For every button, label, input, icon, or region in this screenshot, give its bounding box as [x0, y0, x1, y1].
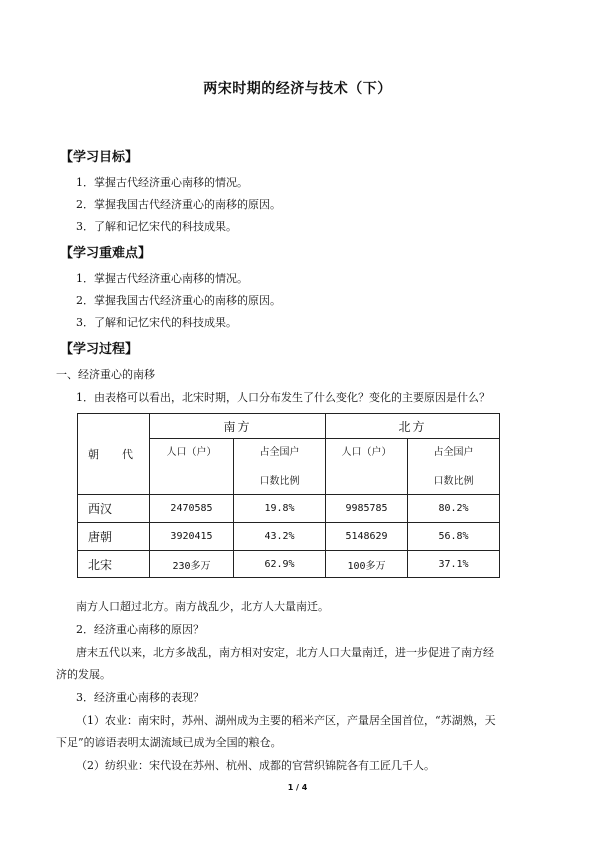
process-heading: 【学习过程】: [60, 342, 139, 357]
keypoints-heading: 【学习重难点】: [60, 246, 152, 261]
table-row: [78, 495, 500, 523]
question-3: 3．经济重心南移的表现？: [76, 691, 204, 704]
question-1: 1．由表格可以看出，北宋时期，人口分布发生了什么变化？变化的主要原因是什么？: [76, 391, 490, 404]
answer-3-agriculture-line-2: 下足”的谚语表明太湖流域已成为全国的粮仓。: [56, 736, 282, 749]
north-pct-cell: 80.2%: [408, 495, 500, 523]
answer-1: 南方人口超过北方。南方战乱少，北方人大量南迁。: [76, 600, 329, 613]
north-pop-cell: 5148629: [326, 523, 408, 551]
south-pop-cell: 3920415: [150, 523, 234, 551]
south-pop-cell: 230多万: [150, 551, 234, 578]
document-title: 两宋时期的经济与技术（下）: [203, 81, 392, 97]
keypoint-item-3: 3．了解和记忆宋代的科技成果。: [76, 316, 237, 329]
answer-2-line-1: 唐末五代以来，北方多战乱，南方相对安定，北方人口大量南迁，进一步促进了南方经: [76, 646, 494, 659]
north-header: 北方: [326, 414, 500, 439]
page-number: 1 / 4: [287, 783, 308, 792]
answer-3-textile: （2）纺织业：宋代设在苏州、杭州、成都的官营织锦院各有工匠几千人。: [76, 759, 435, 772]
goal-item-1: 1．掌握古代经济重心南移的情况。: [76, 176, 248, 189]
north-pct-cell: 56.8%: [408, 523, 500, 551]
goals-heading: 【学习目标】: [60, 150, 139, 165]
south-pct-cell: 62.9%: [234, 551, 326, 578]
south-pop-cell: 2470585: [150, 495, 234, 523]
dynasty-cell: 北宋: [78, 551, 150, 578]
north-pct-cell: 37.1%: [408, 551, 500, 578]
dynasty-header: 朝 代: [78, 414, 150, 495]
dynasty-cell: 西汉: [78, 495, 150, 523]
keypoint-item-2: 2．掌握我国古代经济重心的南移的原因。: [76, 294, 281, 307]
south-pct-cell: 43.2%: [234, 523, 326, 551]
goal-item-3: 3．了解和记忆宋代的科技成果。: [76, 220, 237, 233]
north-pop-cell: 100多万: [326, 551, 408, 578]
south-pop-header: 人口（户）: [150, 439, 234, 495]
dynasty-cell: 唐朝: [78, 523, 150, 551]
south-ratio-header: 占全国户 口数比例: [234, 439, 326, 495]
north-pop-header: 人口（户）: [326, 439, 408, 495]
south-pct-cell: 19.8%: [234, 495, 326, 523]
population-table: [77, 413, 500, 578]
south-header: 南方: [150, 414, 326, 439]
goal-item-2: 2．掌握我国古代经济重心的南移的原因。: [76, 198, 281, 211]
table-row: [78, 523, 500, 551]
section-heading-1: 一、经济重心的南移: [56, 368, 155, 381]
keypoint-item-1: 1．掌握古代经济重心南移的情况。: [76, 272, 248, 285]
question-2: 2．经济重心南移的原因？: [76, 623, 204, 636]
north-pop-cell: 9985785: [326, 495, 408, 523]
answer-3-agriculture-line-1: （1）农业：南宋时，苏州、湖州成为主要的稻米产区，产量居全国首位，“苏湖熟，天: [76, 714, 496, 727]
table-row: [78, 551, 500, 578]
north-ratio-header: 占全国户 口数比例: [408, 439, 500, 495]
answer-2-line-2: 济的发展。: [56, 668, 111, 681]
